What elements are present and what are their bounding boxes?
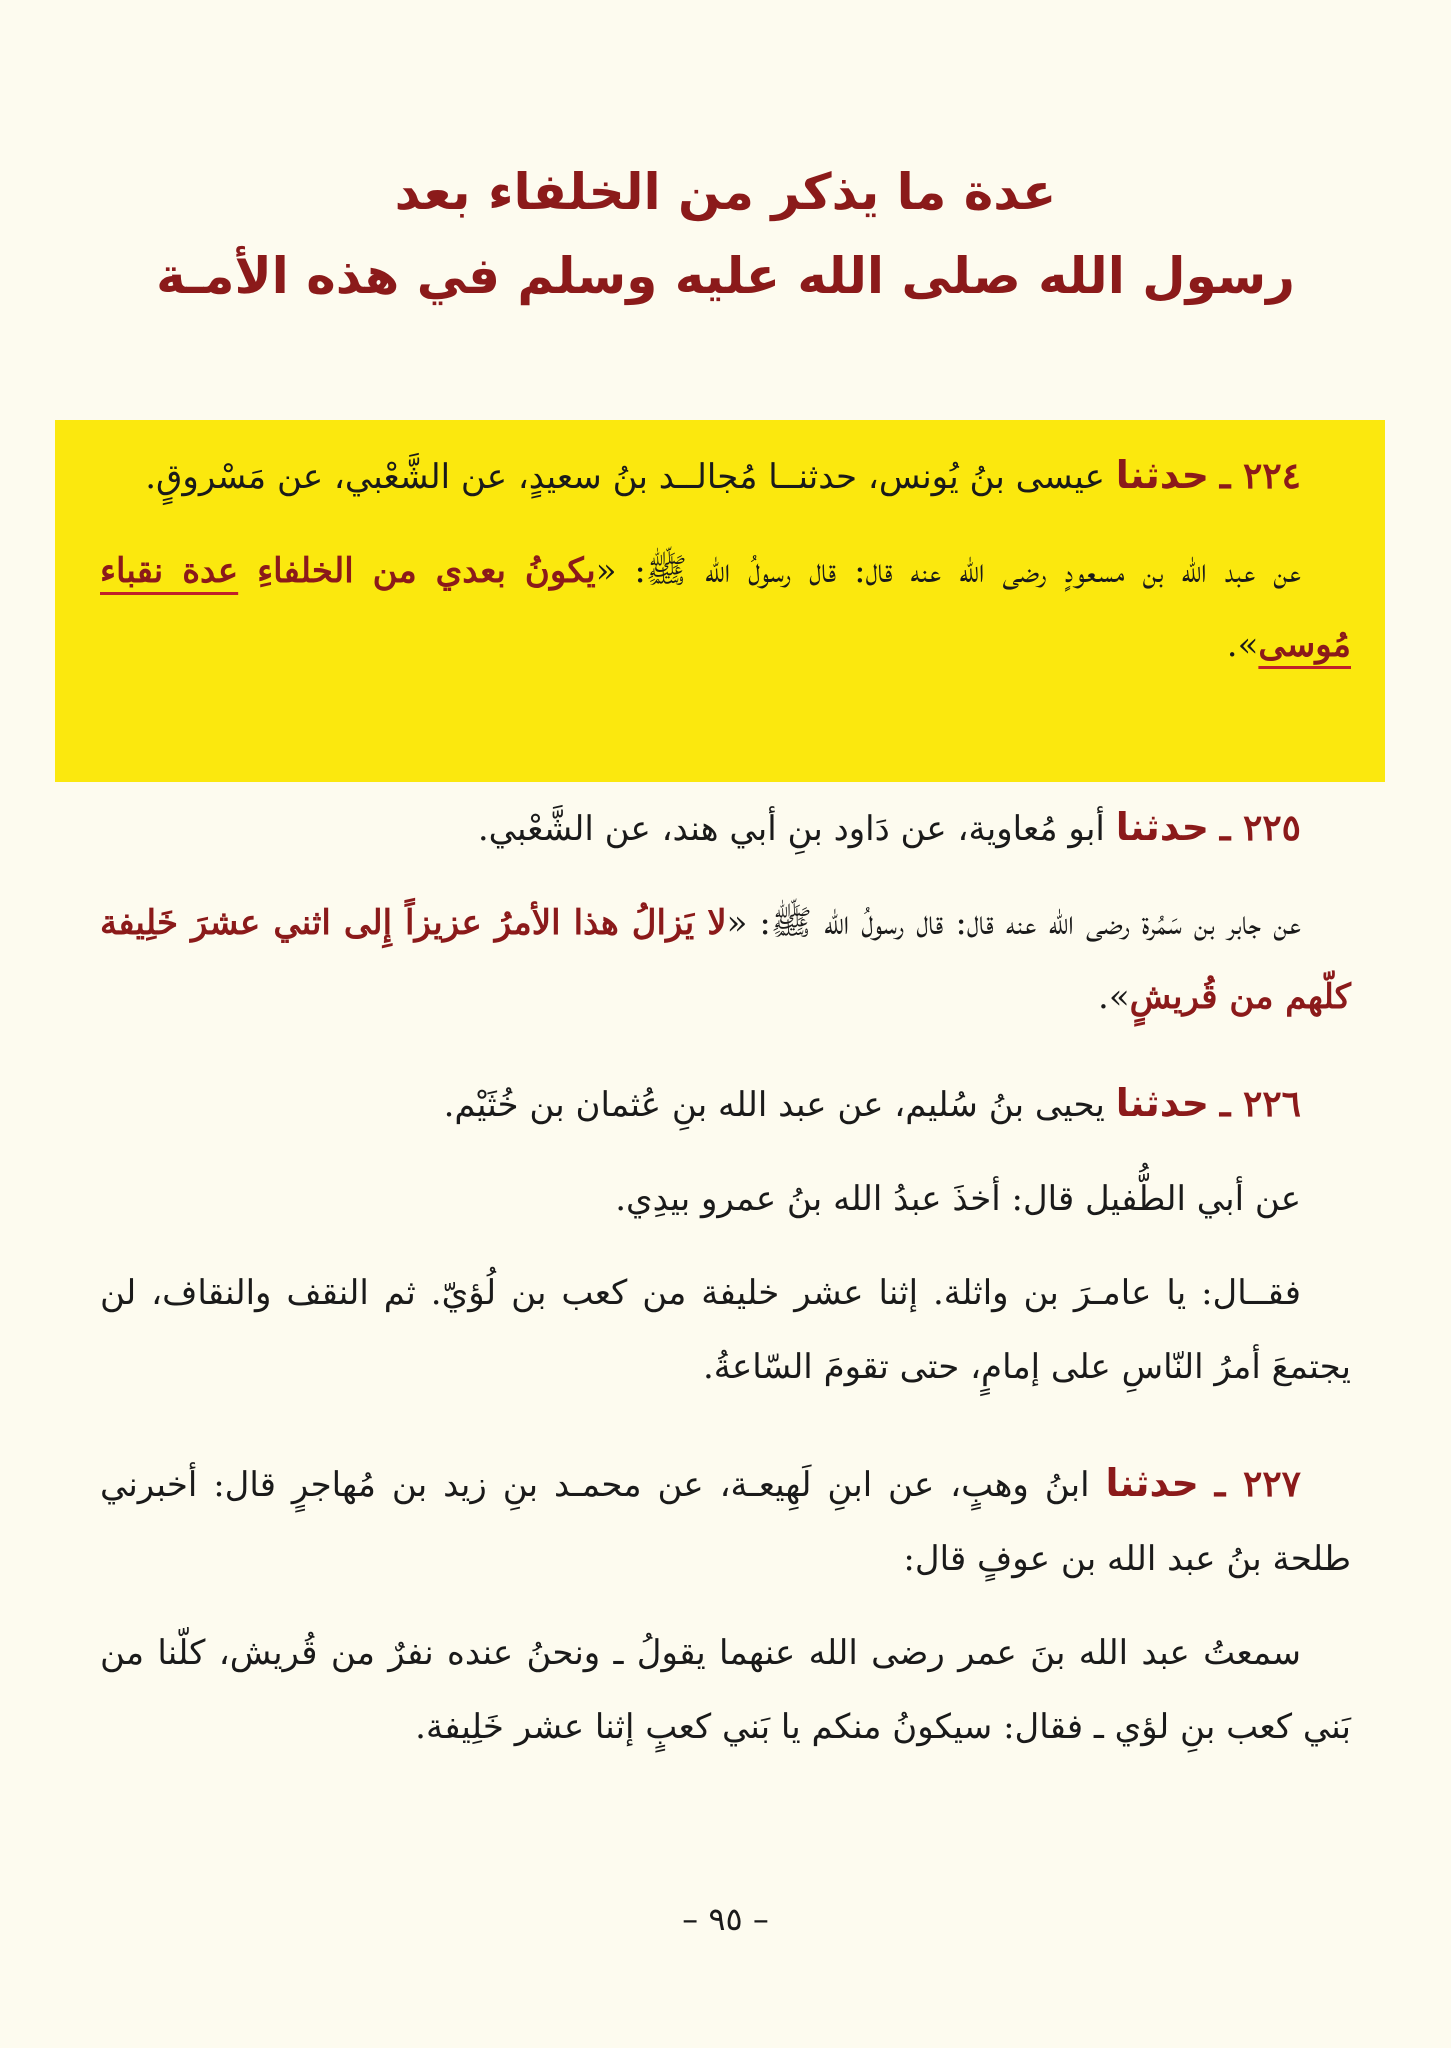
hadith-224 <box>100 438 1351 682</box>
matn-quote-underlined: عدة نقباء مُوسى <box>100 551 1351 665</box>
hadathana-label: حدثنا <box>1115 805 1210 849</box>
hadith-number: ٢٢٤ ـ <box>1219 455 1301 497</box>
hadith-227-isnad <box>100 1446 1351 1596</box>
hadith-226-paragraph-3: فقــال: يا عامـرَ بن واثلة. إثنا عشر خليفة من كعب بن لُؤيّ. ثم النقف والنقاف، لن يجتمعَ أمرُ النّاسِ على إمامٍ، حتى تقومَ السّاعةُ. <box>100 1273 1351 1387</box>
matn-intro: عن جابر بن سَمُرة رضى الله عنه قال: قال رسولُ الله ﷺ: « <box>726 903 1301 943</box>
hadith-227-paragraph-2: سمعتُ عبد الله بنَ عمر رضى الله عنهما يقولُ ـ ونحنُ عنده نفرٌ من قُريش، كلّنا من بَني كعب بنِ لؤي ـ فقال: سيكونُ منكم يا بَني كعبٍ إثنا عشر خَلِيفة. <box>100 1633 1351 1747</box>
chapter-title <box>120 150 1331 318</box>
matn-quote: لا يَزالُ هذا الأمرُ عزيزاً إِلى اثني عشرَ خَلِيفة كلّهم من قُريشٍ <box>100 903 1351 1017</box>
hadith-224-isnad <box>100 438 1351 514</box>
hadathana-label: حدثنا <box>1115 1081 1210 1125</box>
matn-quote: يكونُ بعدي من الخلفاءِ <box>238 551 596 591</box>
hadathana-label: حدثنا <box>1115 453 1210 497</box>
hadith-225 <box>100 790 1351 1034</box>
chapter-title-line-2: رسول الله صلى الله عليه وسلم في هذه الأمـة <box>156 247 1295 305</box>
hadith-226-paragraph-2: عن أبي الطُّفيل قال: أخذَ عبدُ الله بنُ عمرو بيدِي. <box>615 1179 1301 1219</box>
matn-end: ». <box>1226 625 1259 665</box>
isnad-text: أبو مُعاوية، عن دَاود بنِ أبي هند، عن الشَّعْبي. <box>477 809 1105 849</box>
hadith-226 <box>100 1066 1351 1404</box>
chapter-title-line-1: عدة ما يذكر من الخلفاء بعد <box>394 163 1057 221</box>
hadith-226-isnad <box>100 1066 1351 1142</box>
matn-intro: عن عبد الله بن مسعودٍ رضى الله عنه قال: قال رسولُ الله ﷺ: « <box>595 551 1301 591</box>
hadith-225-isnad <box>100 790 1351 866</box>
hadathana-label: حدثنا <box>1105 1461 1199 1505</box>
hadith-number: ٢٢٥ ـ <box>1219 807 1301 849</box>
hadith-227 <box>100 1446 1351 1764</box>
hadith-number: ٢٢٧ ـ <box>1214 1463 1301 1505</box>
hadith-224-matn <box>100 534 1351 682</box>
page-number: – ٩٥ – <box>682 1900 769 1938</box>
matn-end: ». <box>1098 977 1130 1017</box>
isnad-text: ابنُ وهبٍ، عن ابنِ لَهِيعـة، عن محمـد بنِ زيد بن مُهاجرٍ قال: أخبرني طلحة بنُ عبد الله بن عوفٍ قال: <box>100 1465 1351 1579</box>
hadith-225-matn <box>100 886 1351 1034</box>
isnad-text: يحيى بنُ سُليم، عن عبد الله بنِ عُثمان بن خُثَيْم. <box>443 1085 1105 1125</box>
isnad-text: عيسى بنُ يُونس، حدثنــا مُجالــد بنُ سعيدٍ، عن الشَّعْبي، عن مَسْروقٍ. <box>145 457 1105 497</box>
hadith-number: ٢٢٦ ـ <box>1219 1083 1301 1125</box>
